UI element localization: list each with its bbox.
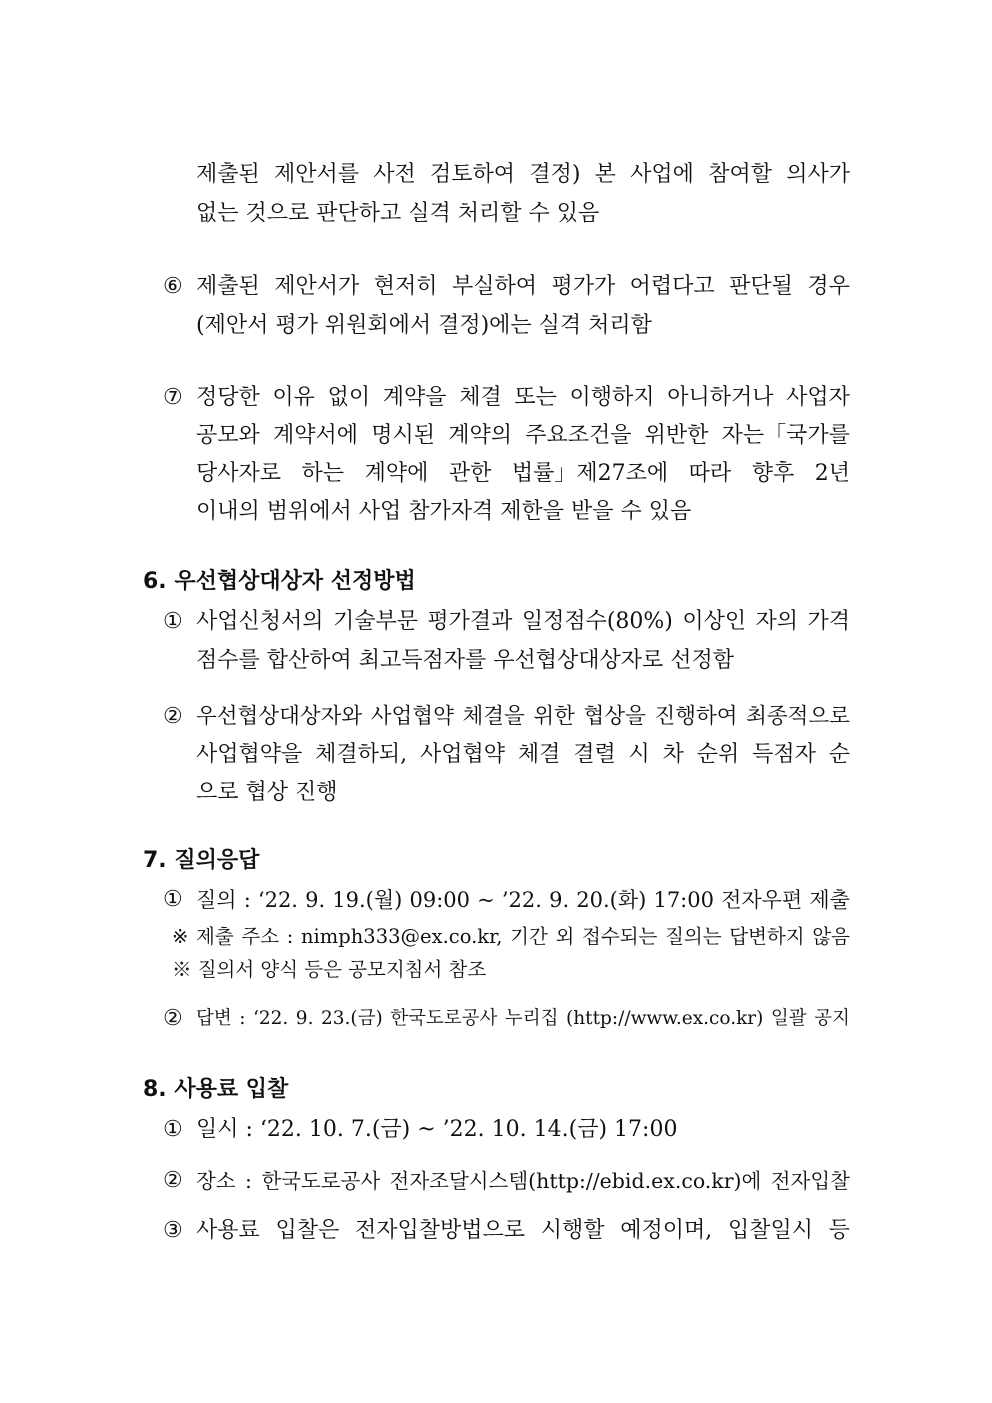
- section-6-item-2-line-3: 으로 협상 진행: [196, 780, 338, 805]
- section-7-item-1-marker: ①: [163, 887, 183, 912]
- section-6-item-2-line-2: 사업협약을 체결하되, 사업협약 체결 결렬 시 차 순위 득점자 순: [196, 742, 850, 767]
- item-6-marker: ⑥: [163, 274, 183, 299]
- item-7-line-1: 정당한 이유 없이 계약을 체결 또는 이행하지 아니하거나 사업자: [196, 385, 850, 410]
- section-8-item-2-marker: ②: [163, 1168, 183, 1193]
- section-6-item-2-line-1: 우선협상대상자와 사업협약 체결을 위한 협상을 진행하여 최종적으로: [196, 704, 850, 729]
- section-8-item-3-line-1: 사용료 입찰은 전자입찰방법으로 시행할 예정이며, 입찰일시 등: [196, 1218, 850, 1243]
- section-7-item-2-text: 답변 : ‘22. 9. 23.(금) 한국도로공사 누리집 (http://www.ex.co.kr) 일괄 공지: [196, 1008, 850, 1029]
- section-7-heading: 7. 질의응답: [143, 848, 260, 873]
- section-6-item-1-marker: ①: [163, 609, 183, 634]
- item-7-line-2: 공모와 계약서에 명시된 계약의 주요조건을 위반한 자는「국가를: [196, 423, 850, 448]
- continued-line-1: 제출된 제안서를 사전 검토하여 결정) 본 사업에 참여할 의사가: [196, 162, 850, 187]
- section-6-item-1-line-1: 사업신청서의 기술부문 평가결과 일정점수(80%) 이상인 자의 가격: [196, 609, 850, 634]
- section-8-item-1-marker: ①: [163, 1117, 183, 1142]
- section-8-item-1-text: 일시 : ‘22. 10. 7.(금) ~ ’22. 10. 14.(금) 17:00: [196, 1117, 678, 1142]
- section-7-item-2-marker: ②: [163, 1006, 183, 1031]
- section-8-item-2-text: 장소 : 한국도로공사 전자조달시스템(http://ebid.ex.co.kr)에 전자입찰: [196, 1169, 850, 1193]
- section-8-item-3-marker: ③: [163, 1218, 183, 1243]
- section-8-heading: 8. 사용료 입찰: [143, 1077, 289, 1102]
- item-6-line-1: 제출된 제안서가 현저히 부실하여 평가가 어렵다고 판단될 경우: [196, 274, 850, 299]
- item-7-line-4: 이내의 범위에서 사업 참가자격 제한을 받을 수 있음: [196, 499, 692, 524]
- section-7-item-1-text: 질의 : ‘22. 9. 19.(월) 09:00 ~ ’22. 9. 20.(화) 17:00 전자우편 제출: [196, 888, 850, 912]
- item-7-line-3: 당사자로 하는 계약에 관한 법률」제27조에 따라 향후 2년: [196, 461, 850, 486]
- item-6-line-2: (제안서 평가 위원회에서 결정)에는 실격 처리함: [196, 313, 652, 338]
- section-6-item-1-line-2: 점수를 합산하여 최고득점자를 우선협상대상자로 선정함: [196, 648, 735, 673]
- section-6-heading: 6. 우선협상대상자 선정방법: [143, 569, 416, 594]
- section-6-item-2-marker: ②: [163, 704, 183, 729]
- item-7-marker: ⑦: [163, 385, 183, 410]
- section-7-note-1: ※ 제출 주소 : nimph333@ex.co.kr, 기간 외 접수되는 질의는 답변하지 않음: [172, 925, 850, 948]
- section-7-note-2: ※ 질의서 양식 등은 공모지침서 참조: [172, 958, 487, 981]
- continued-line-2: 없는 것으로 판단하고 실격 처리할 수 있음: [196, 201, 600, 226]
